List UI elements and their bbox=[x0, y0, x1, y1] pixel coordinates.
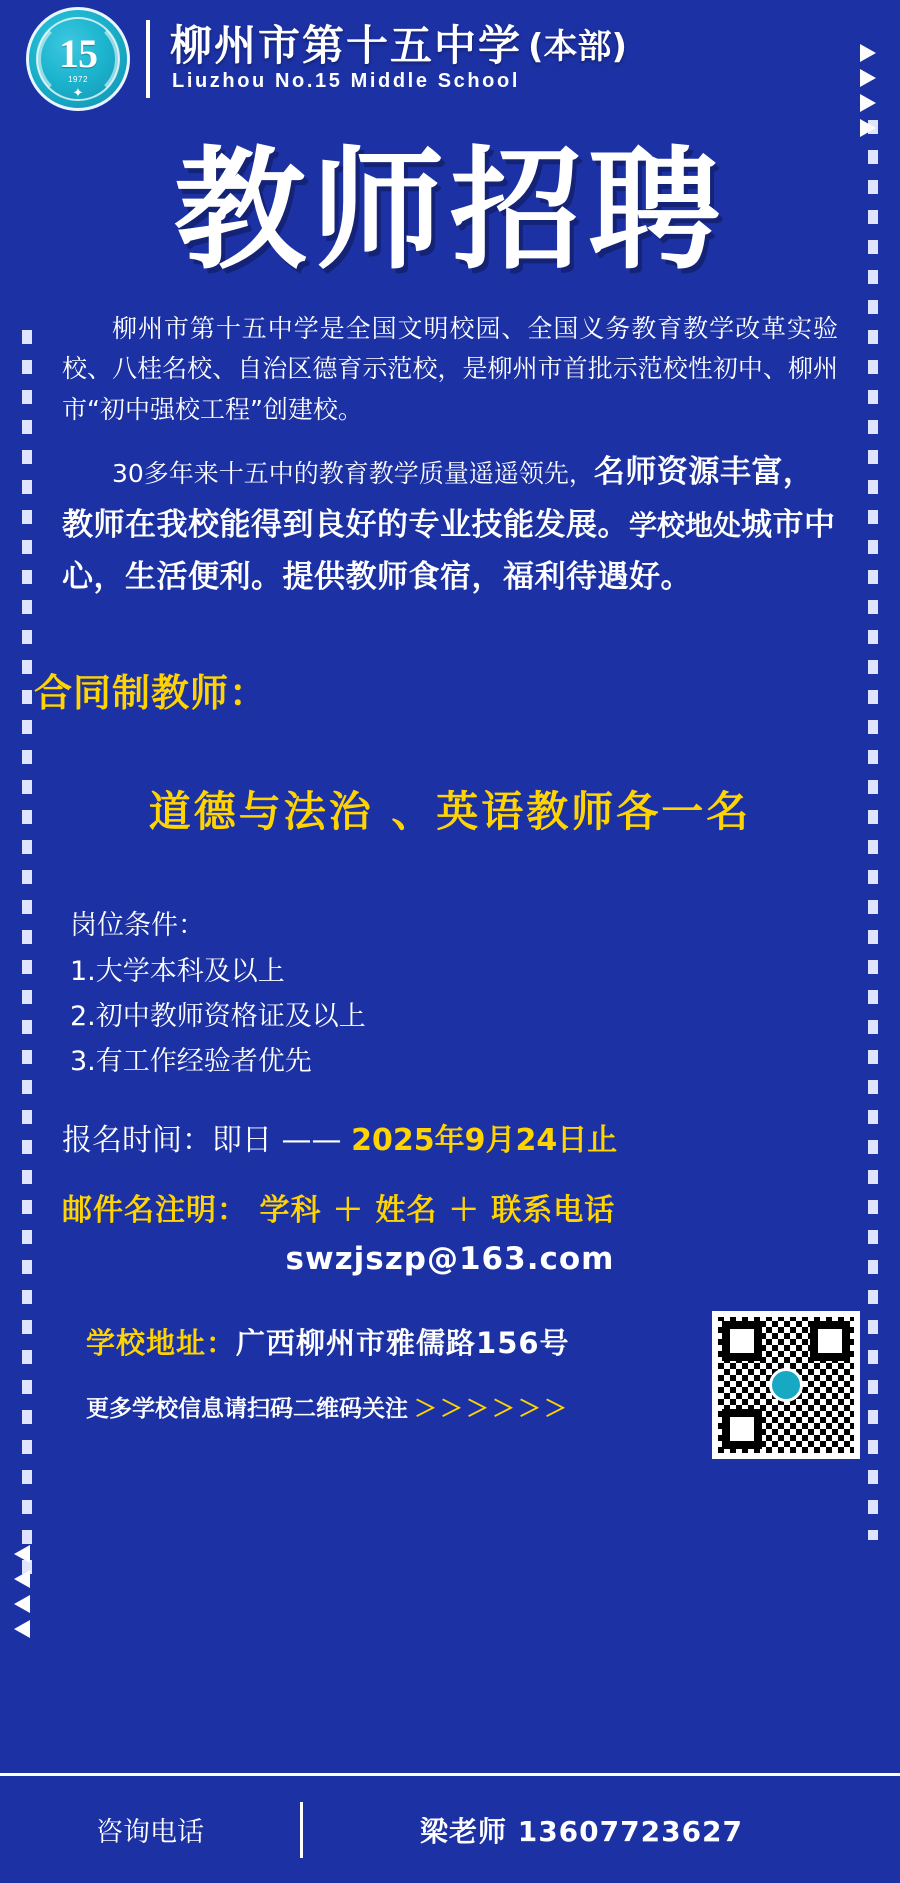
requirement-item: 3.有工作经验者优先 bbox=[70, 1046, 312, 1078]
requirements-block bbox=[70, 903, 900, 1084]
school-badge-icon bbox=[26, 7, 130, 111]
qr-finder-bottom-left bbox=[722, 1409, 762, 1449]
intro-p2-highlight-2: 城市中心，生活便利。提供教师食宿，福利待遇好。 bbox=[62, 506, 836, 596]
mail-subject-note: 邮件名注明： 学科 ＋ 姓名 ＋ 联系电话 bbox=[62, 1192, 616, 1228]
deadline-label: 报名时间：即日 —— bbox=[62, 1122, 352, 1158]
intro-p2-part1: 30多年来十五中的教育教学质量遥遥领先， bbox=[112, 459, 594, 489]
footer-contact[interactable]: 梁老师 13607723627 bbox=[419, 1814, 744, 1848]
deadline-date: 2025年9月24日止 bbox=[351, 1122, 618, 1158]
scan-instruction-text: 更多学校信息请扫码二维码关注 bbox=[86, 1395, 408, 1422]
open-positions: 道德与法治 、英语教师各一名 bbox=[148, 787, 752, 837]
header-text bbox=[170, 20, 628, 94]
qr-center-logo bbox=[769, 1368, 803, 1402]
requirements-title: 岗位条件： bbox=[70, 910, 205, 942]
poster-footer bbox=[0, 1773, 900, 1883]
address-block bbox=[0, 1321, 900, 1423]
footer-label: 咨询电话 bbox=[96, 1817, 204, 1848]
intro-paragraph-1: 柳州市第十五中学是全国文明校园、全国义务教育教学改革实验校、八桂名校、自治区德育示范校，是柳州市首批示范校性初中、柳州市“初中强校工程”创建校。 bbox=[62, 313, 838, 424]
badge-number: 15 bbox=[59, 31, 97, 76]
decoration-chevrons-left bbox=[14, 1545, 40, 1638]
badge-cross-icon: ✦ bbox=[72, 85, 84, 100]
school-name-cn: 柳州市第十五中学 bbox=[170, 20, 523, 70]
mail-address[interactable]: swzjszp@163.com bbox=[285, 1240, 615, 1277]
requirement-item: 1.大学本科及以上 bbox=[70, 955, 285, 987]
school-address-value: 广西柳州市雅儒路156号 bbox=[236, 1325, 570, 1360]
application-deadline bbox=[62, 1115, 900, 1159]
qr-code-icon[interactable] bbox=[712, 1311, 860, 1459]
qr-finder-top-left bbox=[722, 1321, 762, 1361]
qr-finder-top-right bbox=[810, 1321, 850, 1361]
intro-p2-highlight-1: 名师资源丰富，教师在我校能得到良好的专业技能发展。 bbox=[62, 454, 815, 543]
school-name-en: Liuzhou No.15 Middle School bbox=[172, 70, 520, 93]
intro-paragraph-2 bbox=[62, 446, 838, 604]
requirement-item: 2.初中教师资格证及以上 bbox=[70, 1000, 366, 1032]
scan-arrows: ＞＞＞＞＞＞ bbox=[414, 1395, 570, 1422]
intro-section bbox=[0, 287, 900, 605]
intro-p2-part2: 学校地处 bbox=[629, 508, 742, 542]
badge-year: 1972 bbox=[68, 75, 88, 84]
school-address-label: 学校地址： bbox=[86, 1325, 237, 1360]
school-branch: (本部) bbox=[528, 27, 628, 68]
header-divider bbox=[146, 20, 150, 98]
contract-teacher-heading: 合同制教师： bbox=[34, 671, 269, 716]
page-title: 教师招聘 bbox=[174, 134, 726, 288]
poster-header bbox=[0, 0, 900, 118]
